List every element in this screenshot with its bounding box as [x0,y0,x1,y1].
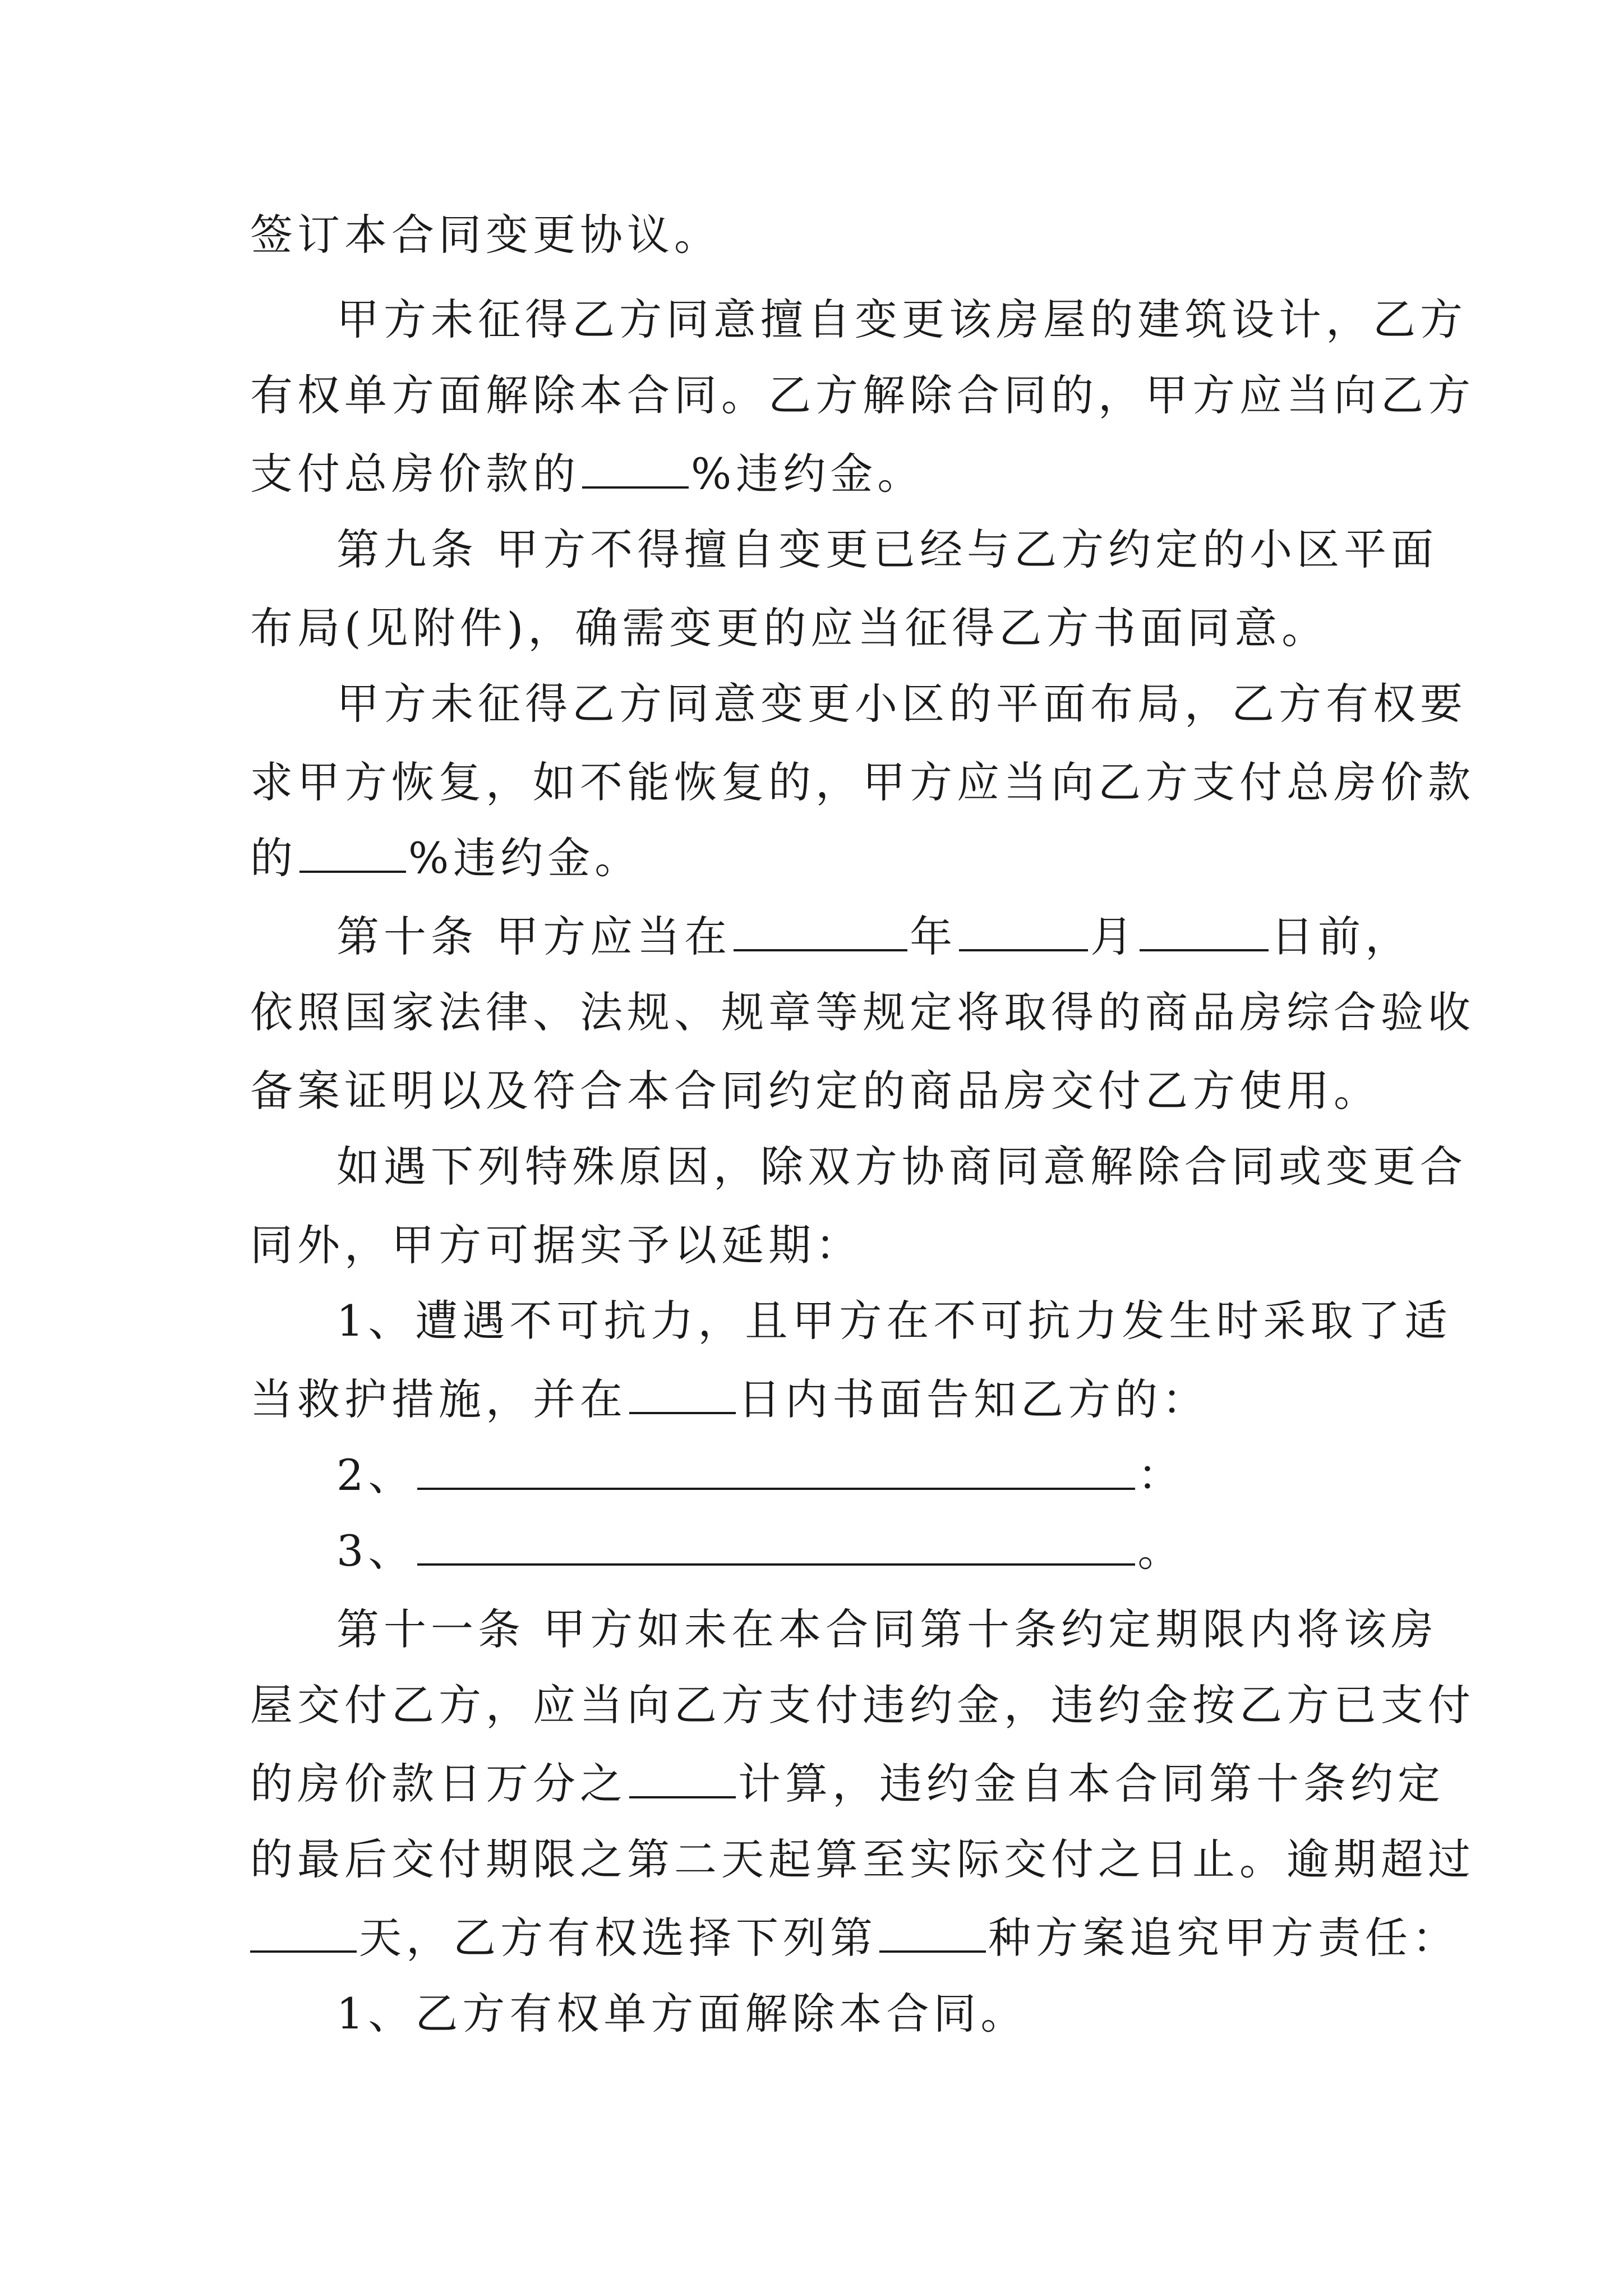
text-line [250,1063,1389,1119]
text-line [250,1910,1459,1966]
text-span: 种方案追究甲方责任： [988,1913,1459,1963]
text-span: 求甲方恢复，如不能恢复的，甲方应当向乙方支付总房价款 [250,757,1475,807]
text-line [336,292,1467,348]
text-line [336,1602,1438,1658]
text-line [250,830,1389,886]
text-line [336,1447,1389,1503]
fill-blank[interactable] [629,1373,736,1414]
text-line [250,984,1475,1041]
text-span: 第九条 甲方不得擅自变更已经与乙方约定的小区平面 [336,524,1438,574]
text-line [336,1523,1389,1579]
text-line [336,909,1413,965]
text-span: 月 [1090,912,1138,961]
text-span: 3、 [336,1526,416,1576]
text-span: 天，乙方有权选择下列第 [359,1913,877,1963]
fill-blank[interactable] [299,831,406,873]
text-span: 同外，甲方可据实予以延期： [250,1220,863,1270]
text-span: 日前， [1271,912,1413,961]
text-span: 签订本合同变更协议。 [250,210,721,260]
text-span: 的房价款日万分之 [250,1759,627,1809]
text-span: 支付总房价款的 [250,449,580,499]
text-line [250,1372,1389,1428]
text-line [250,367,1475,424]
fill-blank[interactable] [1140,910,1269,951]
text-line [250,207,1389,263]
text-line [250,600,1389,656]
text-span: 。 [1137,1526,1185,1576]
text-span: 的 [250,833,297,883]
text-span: %违约金。 [408,833,642,883]
text-span: 第十一条 甲方如未在本合同第十条约定期限内将该房 [336,1604,1438,1654]
text-span: 1、乙方有权单方面解除本合同。 [336,1989,1028,2039]
text-span: 第十条 甲方应当在 [336,912,732,961]
text-span: %违约金。 [691,449,925,499]
text-line [250,1756,1445,1812]
text-line [336,522,1438,578]
text-span: 甲方未征得乙方同意变更小区的平面布局，乙方有权要 [336,679,1467,729]
text-line [250,446,1389,502]
text-span: 屋交付乙方，应当向乙方支付违约金，违约金按乙方已支付 [250,1680,1475,1730]
text-line [336,676,1467,732]
text-span: 布局(见附件)，确需变更的应当征得乙方书面同意。 [250,603,1329,653]
text-span: 当救护措施，并在 [250,1374,627,1424]
fill-blank[interactable] [734,910,907,951]
text-span: 有权单方面解除本合同。乙方解除合同的，甲方应当向乙方 [250,370,1475,420]
text-line [336,1986,1389,2042]
text-line [336,1293,1452,1349]
text-span: 备案证明以及符合本合同约定的商品房交付乙方使用。 [250,1066,1381,1116]
text-line [250,1217,1389,1273]
text-span: 甲方未征得乙方同意擅自变更该房屋的建筑设计，乙方 [336,295,1467,344]
fill-blank[interactable] [959,910,1088,951]
text-span: 年 [910,912,957,961]
text-span: 如遇下列特殊原因，除双方协商同意解除合同或变更合 [336,1142,1467,1191]
fill-blank[interactable] [417,1524,1135,1566]
fill-blank[interactable] [582,447,689,489]
fill-blank[interactable] [250,1911,357,1953]
fill-blank[interactable] [417,1448,1135,1490]
text-line [336,1139,1467,1195]
text-span: 计算，违约金自本合同第十条约定 [738,1759,1445,1809]
text-span: 2、 [336,1450,416,1500]
text-span: 依照国家法律、法规、规章等规定将取得的商品房综合验收 [250,987,1475,1037]
text-span: 的最后交付期限之第二天起算至实际交付之日止。逾期超过 [250,1834,1475,1884]
text-line [250,1832,1475,1888]
text-span: 1、遭遇不可抗力，且甲方在不可抗力发生时采取了适 [336,1296,1452,1346]
fill-blank[interactable] [879,1911,986,1953]
fill-blank[interactable] [629,1757,736,1798]
text-line [250,754,1475,811]
text-line [250,1677,1475,1733]
text-span: 日内书面告知乙方的： [738,1374,1209,1424]
text-span: ： [1137,1450,1185,1500]
